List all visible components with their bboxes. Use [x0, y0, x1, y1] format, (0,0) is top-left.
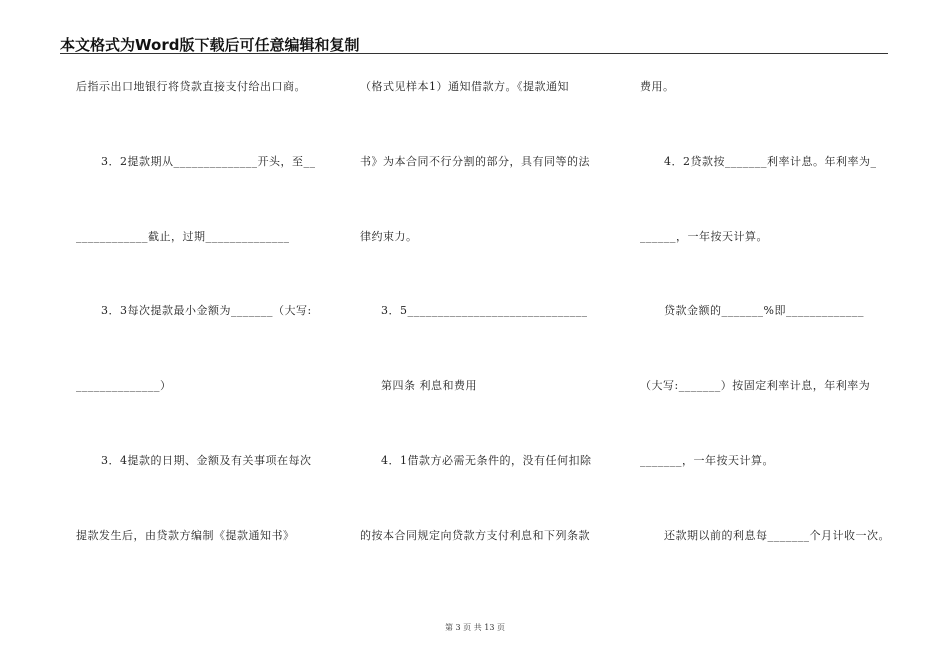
text-line: 3．2提款期从______________开头，至__ — [101, 155, 316, 168]
text-line: ______，一年按天计算。 — [640, 230, 768, 243]
page-number-footer: 第 3 页 共 13 页 — [445, 623, 505, 632]
header-title: 本文格式为Word版下载后可任意编辑和复制 — [60, 36, 360, 54]
text-line: ____________截止，过期______________ — [76, 230, 290, 243]
text-line: 后指示出口地银行将贷款直接支付给出口商。 — [76, 80, 306, 93]
text-line: 费用。 — [640, 80, 675, 93]
text-line: ______________） — [76, 379, 172, 392]
text-line: 3．3每次提款最小金额为_______（大写: — [101, 304, 312, 317]
text-line: 律约束力。 — [360, 230, 418, 243]
text-line: _______，一年按天计算。 — [640, 454, 774, 467]
text-line: 贷款金额的_______%即_____________ — [664, 304, 864, 317]
text-line: 还款期以前的利息每_______个月计收一次。 — [664, 529, 890, 542]
section-heading: 第四条 利息和费用 — [381, 379, 477, 392]
text-line: （格式见样本1）通知借款方。《提款通知 — [360, 80, 569, 93]
text-line: 书》为本合同不行分割的部分，具有同等的法 — [360, 155, 590, 168]
text-line: （大写:_______）按固定利率计息，年利率为 — [640, 379, 871, 392]
text-line: 提款发生后，由贷款方编制《提款通知书》 — [76, 529, 295, 542]
text-line: 的按本合同规定向贷款方支付利息和下列条款 — [360, 529, 590, 542]
text-line: 4．1借款方必需无条件的，没有任何扣除 — [381, 454, 592, 467]
text-line: 3．5______________________________ — [381, 304, 588, 317]
text-line: 4．2贷款按_______利率计息。年利率为_ — [664, 155, 877, 168]
text-line: 3．4提款的日期、金额及有关事项在每次 — [101, 454, 312, 467]
